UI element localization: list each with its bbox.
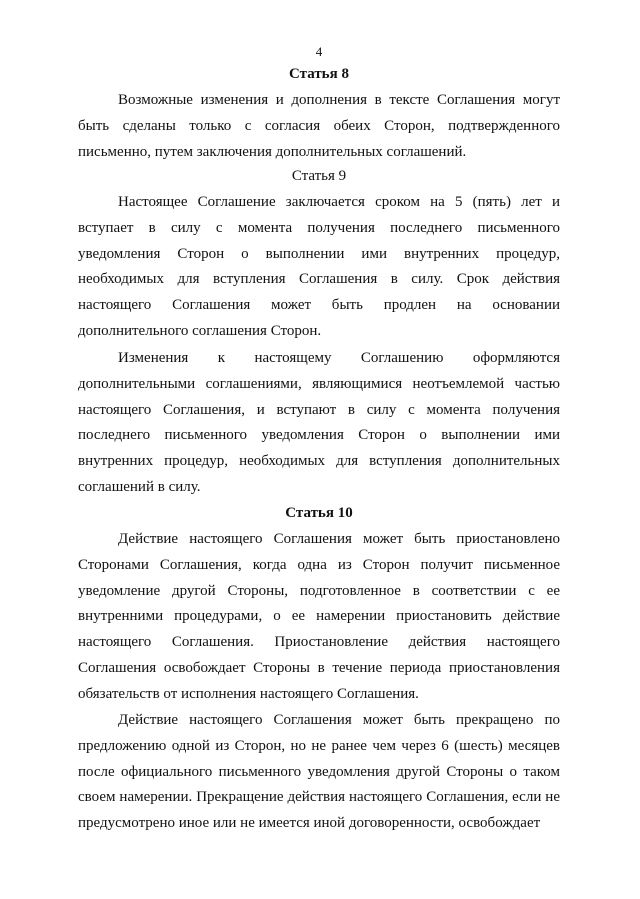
article-8-paragraph-1: Возможные изменения и дополнения в тексте Соглашения могут быть сделаны только с согласия обеих Сторон, подтвержденного письменно, путем заключения дополнительных соглашений. [78, 92, 560, 160]
article-9-title: Статья 9 [291, 168, 347, 184]
article-9-paragraph-2: Изменения к настоящему Соглашению оформляются дополнительными соглашениями, являющимися неотъемлемой частью настоящего Соглашения, и вступают в силу с момента получения последнего письменного уведомления Сторон о выполнении ими внутренних процедур, необходимых для вступления дополнительных соглашений в силу. [78, 350, 560, 495]
article-10-title: Статья 10 [285, 505, 353, 521]
article-9-paragraph-1: Настоящее Соглашение заключается сроком на 5 (пять) лет и вступает в силу с момента получения последнего письменного уведомления Сторон о выполнении ими внутренних процедур, необходимых для вступления Соглашения в силу. Срок действия настоящего Соглашения может быть продлен на основании дополнительного соглашения Сторон. [78, 194, 560, 339]
page-number: 4 [315, 44, 323, 59]
article-10-paragraph-1: Действие настоящего Соглашения может быть приостановлено Сторонами Соглашения, когда одна из Сторон получит письменное уведомление другой Стороны, подготовленное в соответствии с ее внутренними процедурами, о ее намерении приостановить действие настоящего Соглашения. Приостановление действия настоящего Соглашения освобождает Стороны в течение периода приостановления обязательств от исполнения настоящего Соглашения. [78, 531, 560, 702]
article-10-paragraph-2: Действие настоящего Соглашения может быть прекращено по предложению одной из Сторон, но не ранее чем через 6 (шесть) месяцев после официального письменного уведомления другой Стороны о таком своем намерении. Прекращение действия настоящего Соглашения, если не предусмотрено иное или не имеется иной договоренности, освобождает [78, 712, 560, 832]
article-8-title: Статья 8 [289, 66, 349, 82]
